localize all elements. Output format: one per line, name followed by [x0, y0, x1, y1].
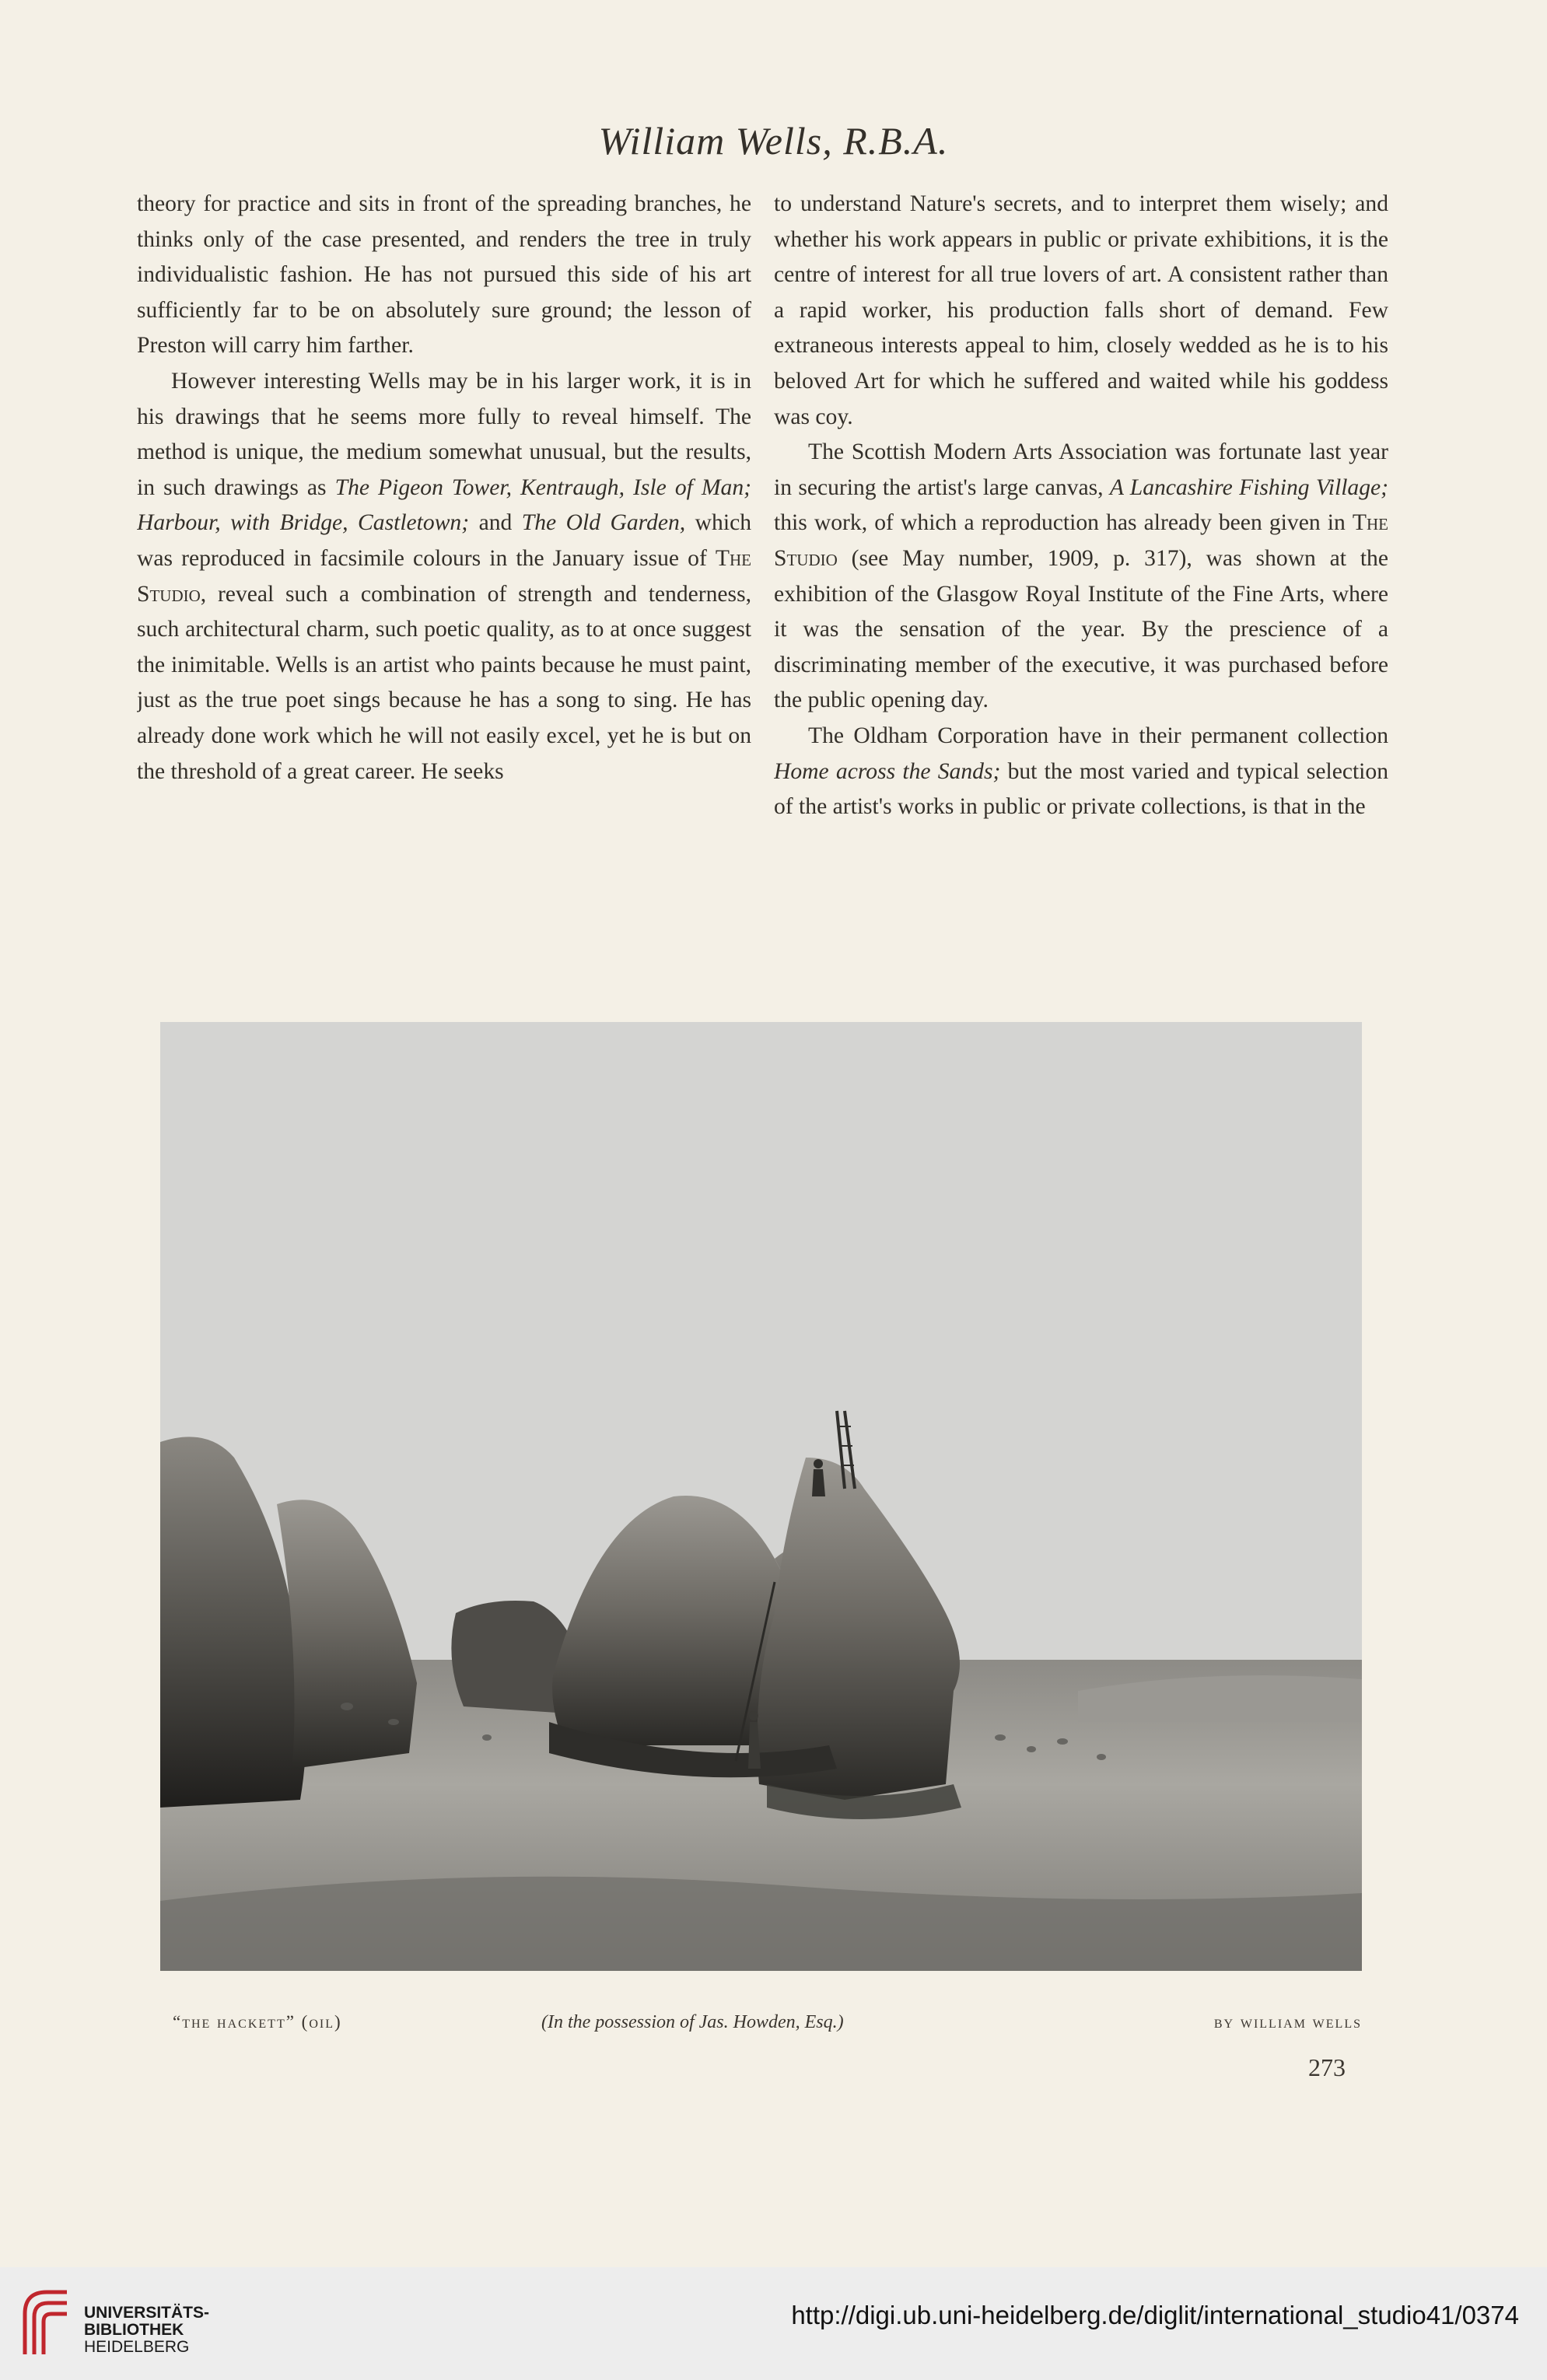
caption-title: “the hackett” (oil): [173, 2012, 342, 2032]
paragraph-text: theory for practice and sits in front of the spreading branches, he thinks only of the case presented, and renders the tree in truly individualistic fashion. He has not pursued this side of his art sufficiently far to be on absolutely sure ground; the lesson of Preston will carry him farther.: [137, 191, 751, 359]
paragraph: [774, 187, 1388, 435]
library-name-line: BIBLIOTHEK: [84, 2321, 184, 2339]
paragraph-text: However interesting Wells may be in his larger work, it is in his drawings that he seems more fully to reveal himself. The method is unique, the medium somewhat unusual, but the results, in such drawings as: [137, 368, 751, 500]
paragraph-text: The Oldham Corporation have in their permanent collection: [808, 723, 1388, 748]
library-name-line: UNIVERSITÄTS-: [84, 2304, 210, 2322]
artwork-title: The Old Garden,: [521, 510, 686, 536]
page-title: William Wells, R.B.A.: [598, 119, 949, 163]
paragraph-text: but the most varied and typical selection of the artist's works in public or private collections, is that in the: [774, 758, 1388, 820]
artwork-title: Home across the Sands;: [774, 758, 1001, 784]
text-column-right: [774, 187, 1388, 980]
paragraph-text: The Scottish Modern Arts Association was fortunate last year in securing the artist's large canvas,: [774, 439, 1388, 500]
haystacks-painting: [160, 1022, 1362, 1971]
paragraph: [774, 435, 1388, 719]
source-url-link[interactable]: http://digi.ub.uni-heidelberg.de/diglit/international_studio41/0374: [791, 2301, 1519, 2329]
library-logo-icon: [19, 2283, 73, 2364]
caption-artist: by william wells: [1213, 2012, 1362, 2032]
library-name-line: HEIDELBERG: [84, 2338, 190, 2356]
artwork-titles: The Pigeon Tower, Kentraugh, Isle of Man; Harbour, with Bridge, Castletown;: [137, 474, 751, 536]
paragraph-text: (see May number, 1909, p. 317), was shown at the exhibition of the Glasgow Royal Institute of the Fine Arts, where it was the sensation of the year. By the prescience of a discriminating member of the executive, it was purchased before the public opening day.: [774, 545, 1388, 713]
paragraph-text: and: [469, 510, 522, 536]
paragraph-text: which was reproduced in facsimile colours in the January issue of: [137, 510, 751, 571]
plate-caption: [160, 2012, 1362, 2043]
text-column-left: [137, 187, 751, 980]
paragraph: [774, 719, 1388, 825]
magazine-name: The Studio: [137, 545, 751, 607]
paragraph-text: , reveal such a combination of strength and tenderness, such architectural charm, such poetic quality, as to at once suggest the inimitable. Wells is an artist who paints because he must paint, just as the true poet sings because he has a song to sing. He has already done work which he will not easily excel, yet he is but on the threshold of a great career. He seeks: [137, 581, 751, 784]
caption-owner: (In the possession of Jas. Howden, Esq.): [541, 2012, 844, 2032]
paragraph-text: this work, of which a reproduction has already been given in: [774, 510, 1353, 536]
magazine-name: The Studio: [774, 510, 1388, 571]
painting-plate: [160, 1022, 1362, 1971]
digitization-footer: [0, 2267, 1547, 2380]
page-number: 273: [1308, 2053, 1346, 2081]
paragraph-text: to understand Nature's secrets, and to interpret them wisely; and whether his work appears in public or private exhibitions, it is the centre of interest for all true lovers of art. A consistent rather than a rapid worker, his production falls short of demand. Few extraneous interests appeal to him, closely wedded as he is to his beloved Art for which he suffered and waited while his goddess was coy.: [774, 191, 1388, 429]
library-name: [84, 2305, 209, 2356]
artwork-title: A Lancashire Fishing Village;: [1109, 474, 1388, 500]
paragraph: [137, 364, 751, 789]
paragraph: [137, 187, 751, 364]
